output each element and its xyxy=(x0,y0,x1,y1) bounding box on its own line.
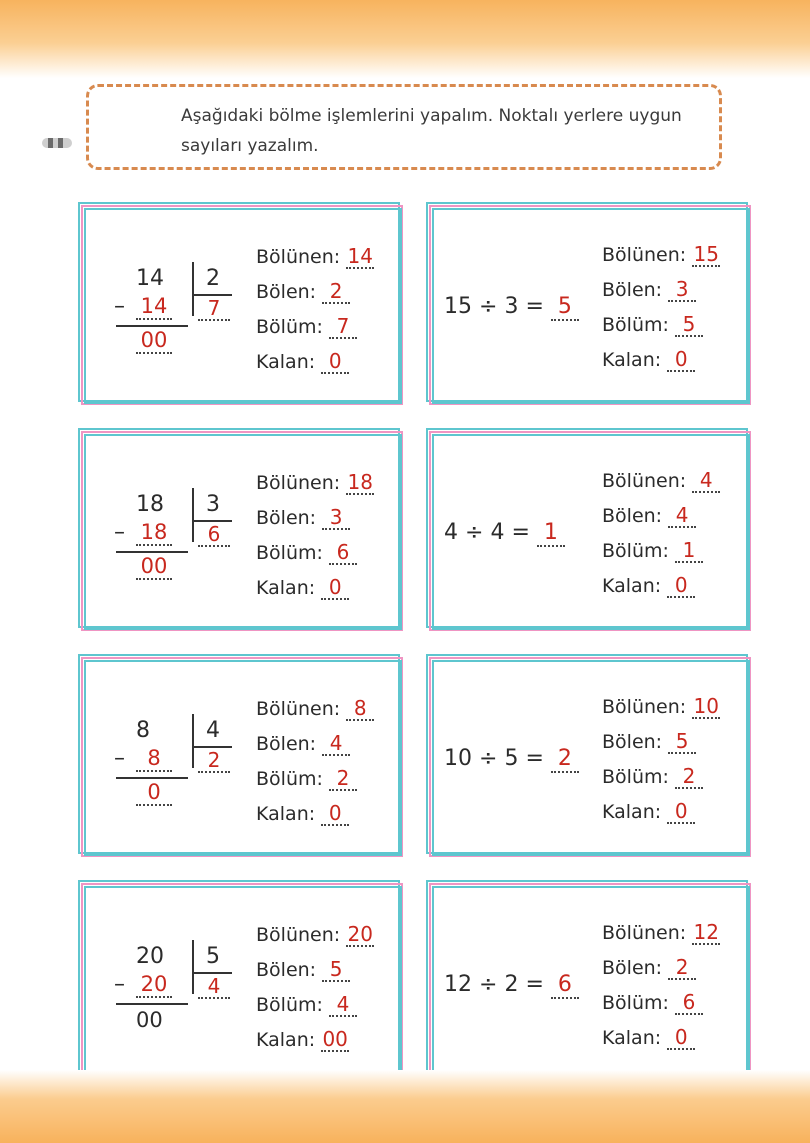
answer-labels xyxy=(602,464,752,604)
label-dividend: Bölünen: xyxy=(256,472,341,494)
equals-sign: = xyxy=(525,294,544,319)
quotient-answer: 2 xyxy=(675,766,703,789)
minus-sign: – xyxy=(114,972,125,997)
division-card-2 xyxy=(78,428,404,632)
quotient-answer: 5 xyxy=(675,314,703,337)
dividend-number: 18 xyxy=(136,492,164,517)
quotient-answer: 2 xyxy=(198,750,230,773)
remainder-answer: 0 xyxy=(136,782,172,806)
label-dividend: Bölünen: xyxy=(602,244,687,266)
label-remainder: Kalan: xyxy=(602,801,662,823)
divisor-number: 5 xyxy=(206,944,220,969)
division-card-1 xyxy=(78,202,404,406)
equation-card-1 xyxy=(426,202,752,406)
instruction-line-2: sayıları yazalım. xyxy=(181,136,319,156)
quotient-answer: 6 xyxy=(675,992,703,1015)
minus-sign: – xyxy=(114,746,125,771)
dividend-answer: 18 xyxy=(347,470,373,494)
equation-divisor: 3 xyxy=(504,294,519,319)
remainder-answer: 0 xyxy=(667,575,695,598)
label-dividend: Bölünen: xyxy=(602,922,687,944)
top-orange-band xyxy=(0,0,810,78)
dividend-number: 8 xyxy=(136,718,150,743)
dividend-answer: 20 xyxy=(347,922,373,946)
instruction-text xyxy=(181,101,711,161)
label-divisor: Bölen: xyxy=(602,731,663,753)
dividend-answer: 15 xyxy=(693,242,719,266)
dividend-answer: 12 xyxy=(693,920,719,944)
equals-sign: = xyxy=(525,746,544,771)
quotient-answer: 6 xyxy=(198,524,230,547)
equation-divisor: 5 xyxy=(504,746,519,771)
label-divisor: Bölen: xyxy=(256,281,317,303)
label-quotient: Bölüm: xyxy=(602,992,669,1014)
label-dividend: Bölünen: xyxy=(256,698,341,720)
equation-result-answer: 5 xyxy=(551,296,579,321)
remainder-result: 00 xyxy=(136,1008,163,1032)
label-divisor: Bölen: xyxy=(602,957,663,979)
dividend-number: 20 xyxy=(136,944,164,969)
division-bracket-vertical xyxy=(192,262,194,316)
divide-sign: ÷ xyxy=(479,972,498,997)
equation-card-2 xyxy=(426,428,752,632)
label-divisor: Bölen: xyxy=(256,733,317,755)
equation-result-answer: 1 xyxy=(537,522,565,547)
equation-dividend: 4 xyxy=(444,520,458,545)
equation-dividend: 15 xyxy=(444,294,472,319)
subtract-answer: 14 xyxy=(136,296,172,320)
divisor-answer: 5 xyxy=(668,731,696,754)
equation-dividend: 12 xyxy=(444,972,472,997)
equation-dividend: 10 xyxy=(444,746,472,771)
division-equation xyxy=(444,746,579,773)
bottom-orange-band xyxy=(0,1070,810,1143)
answer-labels xyxy=(256,918,406,1058)
label-quotient: Bölüm: xyxy=(256,542,323,564)
divide-sign: ÷ xyxy=(479,746,498,771)
instruction-box xyxy=(86,84,722,170)
division-card-3 xyxy=(78,654,404,858)
subtraction-line xyxy=(116,325,188,327)
equation-divisor: 2 xyxy=(504,972,519,997)
label-quotient: Bölüm: xyxy=(256,768,323,790)
remainder-answer-label: 0 xyxy=(321,577,349,600)
answer-labels xyxy=(602,690,752,830)
label-dividend: Bölünen: xyxy=(256,924,341,946)
long-division xyxy=(102,694,242,814)
divide-sign: ÷ xyxy=(479,294,498,319)
remainder-answer-label: 00 xyxy=(322,1027,348,1051)
division-equation xyxy=(444,294,579,321)
answer-labels xyxy=(602,916,752,1056)
equation-card-3 xyxy=(426,654,752,858)
dividend-number: 14 xyxy=(136,266,164,291)
long-division xyxy=(102,468,242,588)
divide-sign: ÷ xyxy=(465,520,484,545)
label-divisor: Bölen: xyxy=(256,959,317,981)
label-divisor: Bölen: xyxy=(602,505,663,527)
minus-sign: – xyxy=(114,520,125,545)
division-bracket-vertical xyxy=(192,940,194,994)
label-quotient: Bölüm: xyxy=(256,316,323,338)
remainder-answer: 0 xyxy=(667,1027,695,1050)
minus-sign: – xyxy=(114,294,125,319)
label-divisor: Bölen: xyxy=(602,279,663,301)
dividend-answer: 14 xyxy=(347,244,373,268)
label-divisor: Bölen: xyxy=(256,507,317,529)
divisor-answer: 4 xyxy=(322,733,350,756)
subtraction-line xyxy=(116,777,188,779)
divisor-answer: 2 xyxy=(322,281,350,304)
label-remainder: Kalan: xyxy=(256,577,316,599)
subtract-answer: 20 xyxy=(136,974,172,998)
division-bracket-vertical xyxy=(192,488,194,542)
label-remainder: Kalan: xyxy=(256,351,316,373)
quotient-answer-label: 2 xyxy=(329,768,357,791)
division-card-4 xyxy=(78,880,404,1084)
quotient-answer: 1 xyxy=(675,540,703,563)
equation-divisor: 4 xyxy=(490,520,505,545)
label-remainder: Kalan: xyxy=(602,349,662,371)
answer-labels xyxy=(602,238,752,378)
equation-result-answer: 6 xyxy=(551,974,579,999)
label-quotient: Bölüm: xyxy=(602,314,669,336)
equation-card-4 xyxy=(426,880,752,1084)
divisor-answer: 2 xyxy=(668,957,696,980)
equals-sign: = xyxy=(511,520,530,545)
remainder-answer: 0 xyxy=(667,801,695,824)
label-remainder: Kalan: xyxy=(602,575,662,597)
subtraction-line xyxy=(116,1003,188,1005)
divisor-answer: 3 xyxy=(668,279,696,302)
answer-labels xyxy=(256,240,406,380)
label-dividend: Bölünen: xyxy=(602,470,687,492)
remainder-answer: 00 xyxy=(136,556,172,580)
label-remainder: Kalan: xyxy=(602,1027,662,1049)
division-equation xyxy=(444,520,565,547)
dividend-answer: 8 xyxy=(346,698,374,721)
label-quotient: Bölüm: xyxy=(602,540,669,562)
dividend-answer: 4 xyxy=(692,470,720,493)
divisor-number: 4 xyxy=(206,718,220,743)
divisor-answer: 5 xyxy=(322,959,350,982)
equation-result-answer: 2 xyxy=(551,748,579,773)
answer-labels xyxy=(256,466,406,606)
label-remainder: Kalan: xyxy=(256,1029,316,1051)
remainder-answer-label: 0 xyxy=(321,803,349,826)
subtraction-line xyxy=(116,551,188,553)
label-quotient: Bölüm: xyxy=(256,994,323,1016)
quotient-answer-label: 7 xyxy=(329,316,357,339)
quotient-answer-label: 4 xyxy=(329,994,357,1017)
division-bracket-vertical xyxy=(192,714,194,768)
label-quotient: Bölüm: xyxy=(602,766,669,788)
quotient-answer-label: 6 xyxy=(329,542,357,565)
division-equation xyxy=(444,972,579,999)
subtract-answer: 8 xyxy=(136,748,172,772)
long-division xyxy=(102,242,242,362)
quotient-answer: 7 xyxy=(198,298,230,321)
long-division xyxy=(102,920,242,1040)
remainder-answer: 0 xyxy=(667,349,695,372)
divisor-answer: 3 xyxy=(322,507,350,530)
label-dividend: Bölünen: xyxy=(602,696,687,718)
instruction-line-1: Aşağıdaki bölme işlemlerini yapalım. Noktalı yerlere uygun xyxy=(181,106,682,126)
quotient-answer: 4 xyxy=(198,976,230,999)
remainder-answer-label: 0 xyxy=(321,351,349,374)
dividend-answer: 10 xyxy=(693,694,719,718)
divisor-answer: 4 xyxy=(668,505,696,528)
divisor-number: 2 xyxy=(206,266,220,291)
divisor-number: 3 xyxy=(206,492,220,517)
label-dividend: Bölünen: xyxy=(256,246,341,268)
remainder-answer: 00 xyxy=(136,330,172,354)
subtract-answer: 18 xyxy=(136,522,172,546)
label-remainder: Kalan: xyxy=(256,803,316,825)
equals-sign: = xyxy=(525,972,544,997)
answer-labels xyxy=(256,692,406,832)
